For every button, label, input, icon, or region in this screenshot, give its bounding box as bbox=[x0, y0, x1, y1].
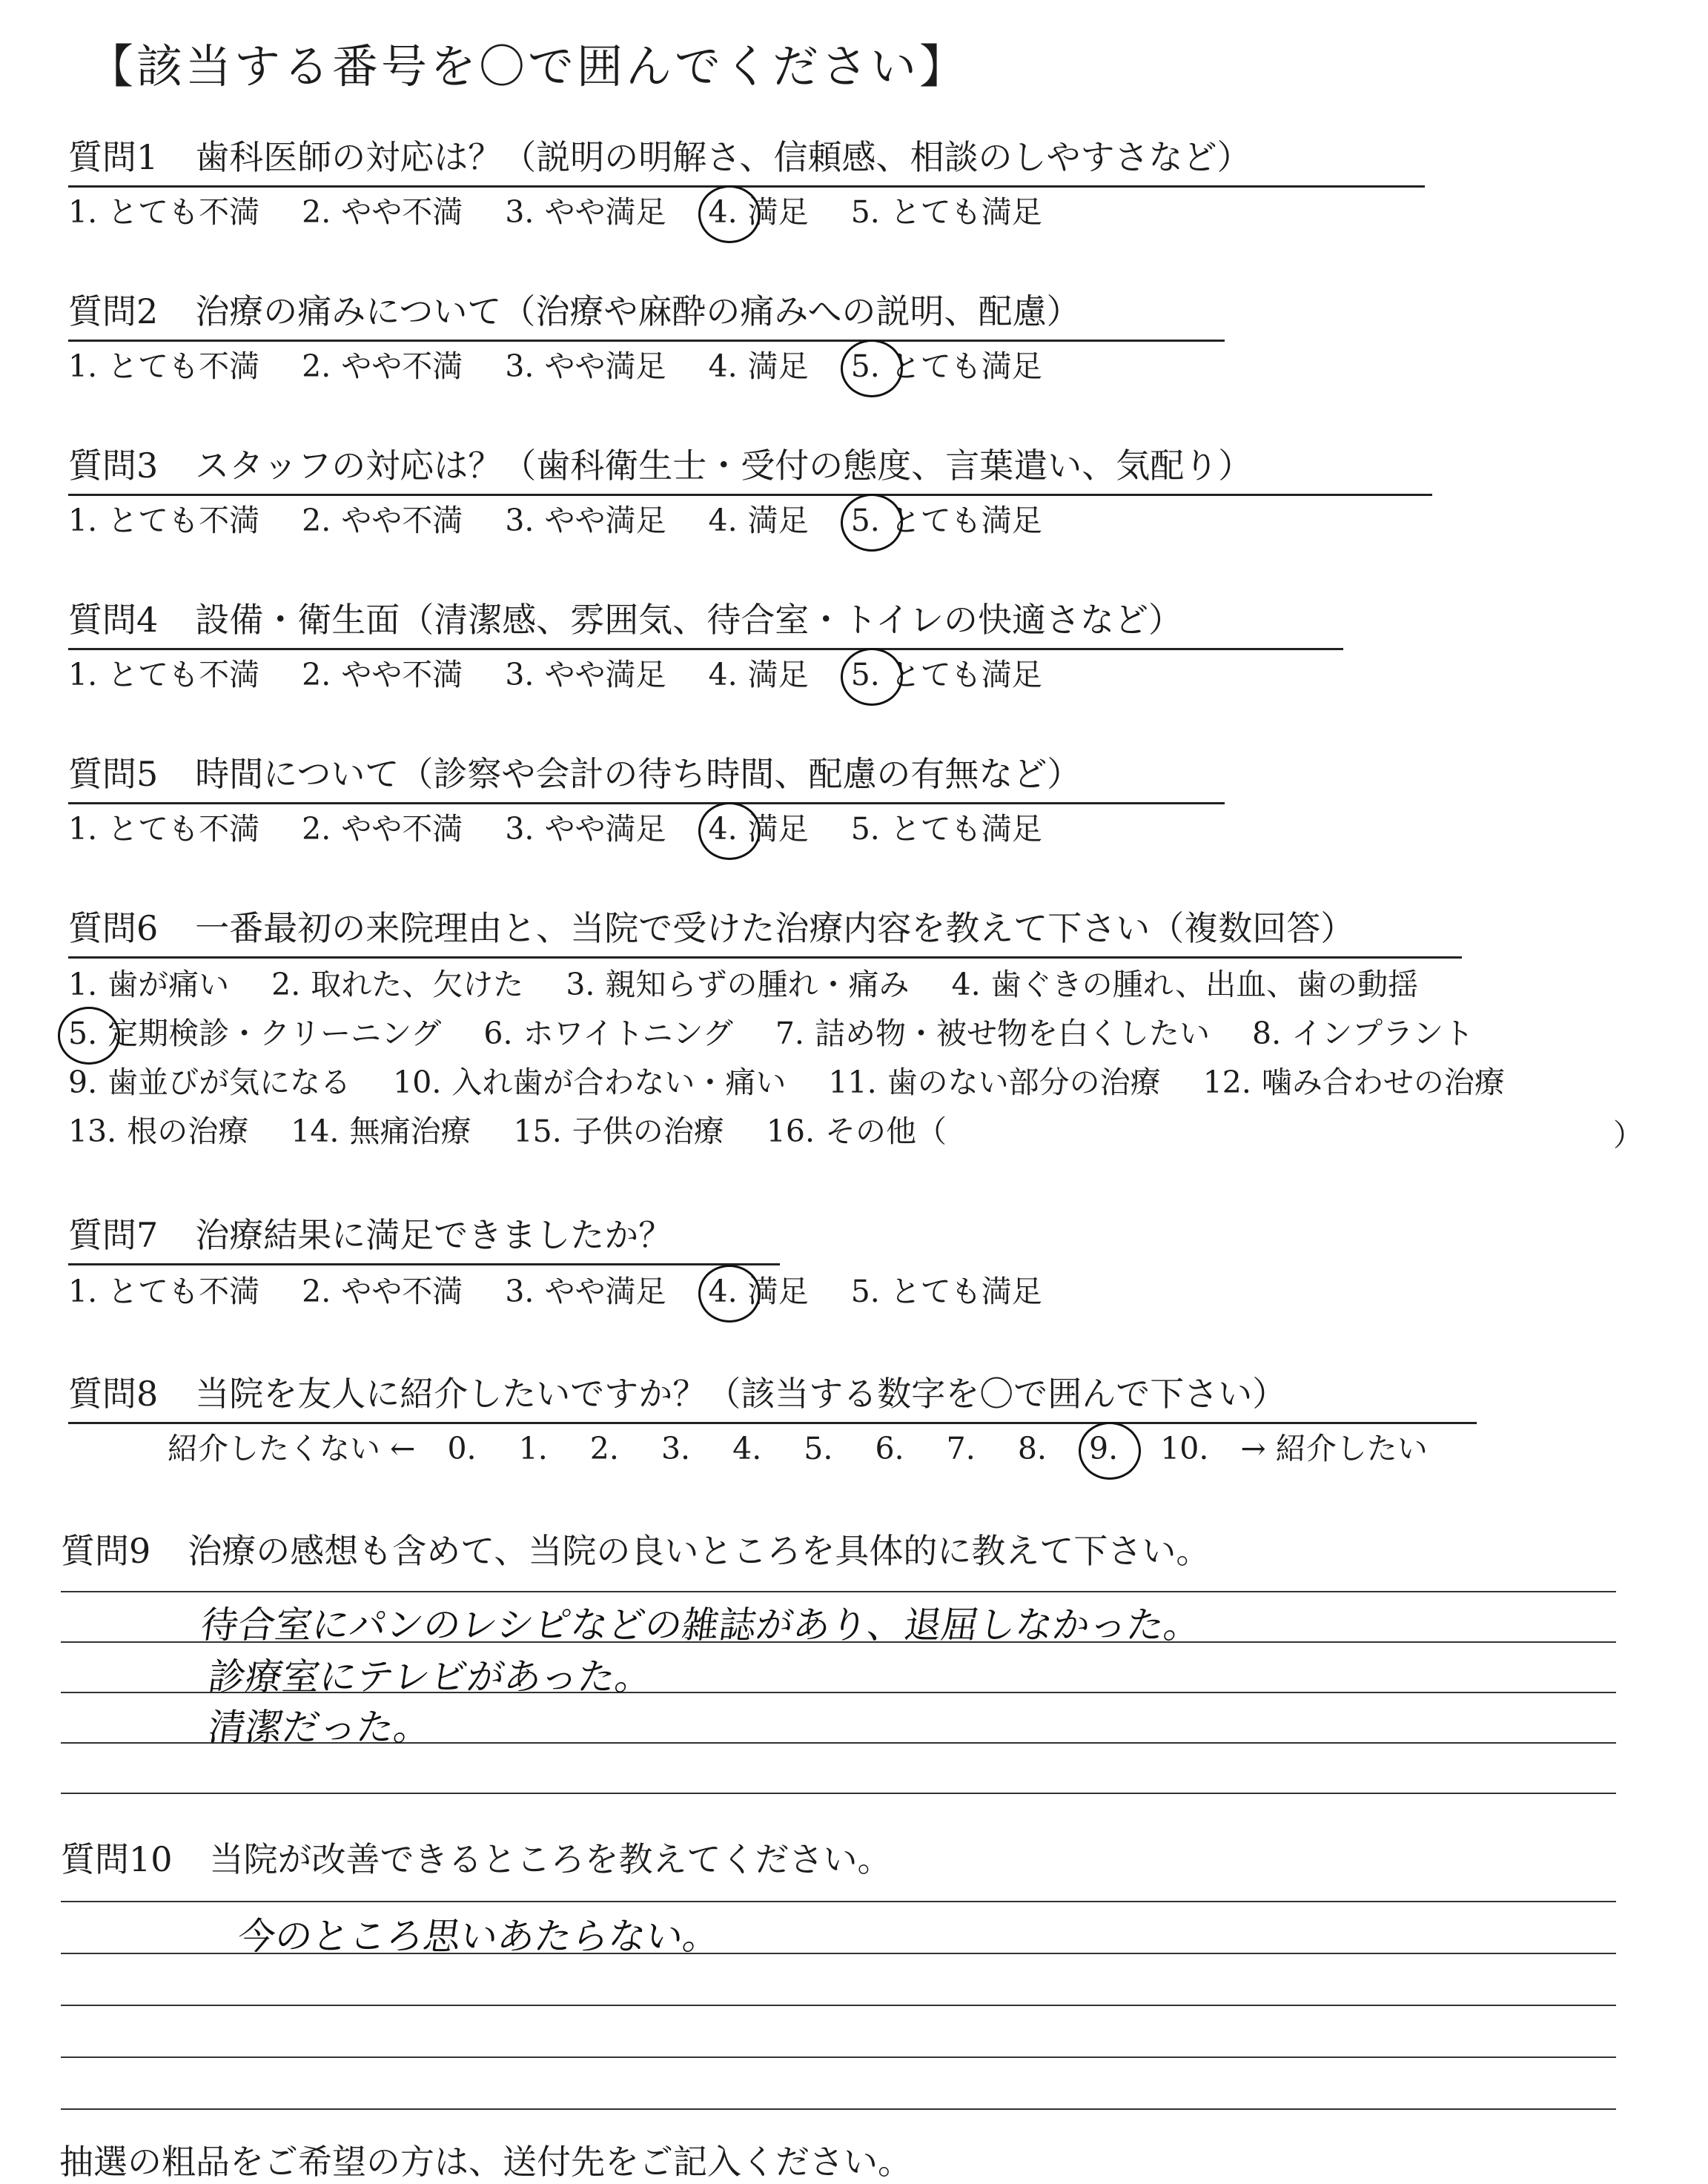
q6-option-1[interactable]: 1. 歯が痛い bbox=[68, 967, 230, 1002]
scale-0[interactable]: 0. bbox=[447, 1431, 477, 1466]
q6-option-9[interactable]: 9. 歯並びが気になる bbox=[68, 1065, 351, 1100]
q4-option-4[interactable]: 4. 満足 bbox=[708, 657, 809, 692]
question-3-label: 質問3 bbox=[68, 446, 159, 486]
scale-2[interactable]: 2. bbox=[589, 1431, 619, 1466]
question-3-options bbox=[68, 500, 1075, 541]
question-9-label: 質問9 bbox=[61, 1531, 151, 1571]
q7-option-4-selected[interactable]: 4. 満足 bbox=[709, 1271, 809, 1312]
handwritten-answer-line-1: 今のところ思いあたらない。 bbox=[235, 1915, 724, 1958]
question-8-scale bbox=[168, 1428, 1460, 1469]
q1-option-5[interactable]: 5. とても満足 bbox=[850, 194, 1042, 230]
answer-line bbox=[61, 2005, 1616, 2006]
footer-note: 抽選の粗品をご希望の方は、送付先をご記入ください。 bbox=[59, 2142, 912, 2182]
q3-option-5-selected[interactable]: 5. とても満足 bbox=[851, 500, 1042, 541]
question-6-row-2 bbox=[68, 1013, 1506, 1054]
scale-10[interactable]: 10. bbox=[1160, 1431, 1209, 1466]
q1-option-2[interactable]: 2. やや不満 bbox=[302, 194, 463, 230]
q4-option-2[interactable]: 2. やや不満 bbox=[302, 657, 463, 692]
scale-1[interactable]: 1. bbox=[518, 1431, 548, 1466]
answer-line bbox=[61, 2056, 1616, 2058]
question-6-row-3 bbox=[68, 1062, 1537, 1103]
handwritten-answer-line-1: 待合室にパンのレシピなどの雑誌があり、退屈しなかった。 bbox=[198, 1604, 1205, 1647]
question-8-text: 当院を友人に紹介したいですか？（該当する数字を〇で囲んで下さい） bbox=[195, 1374, 1287, 1414]
question-8-heading bbox=[68, 1370, 1477, 1424]
q6-option-12[interactable]: 12. 噛み合わせの治療 bbox=[1202, 1065, 1505, 1100]
q3-option-4[interactable]: 4. 満足 bbox=[708, 503, 809, 538]
q6-option-2[interactable]: 2. 取れた、欠けた bbox=[271, 967, 524, 1002]
question-5-text: 時間について（診察や会計の待ち時間、配慮の有無など） bbox=[195, 754, 1082, 794]
scale-7[interactable]: 7. bbox=[946, 1431, 976, 1466]
page-title: 【該当する番号を〇で囲んでください】 bbox=[87, 39, 969, 93]
q6-option-14[interactable]: 14. 無痛治療 bbox=[291, 1113, 471, 1149]
question-9-heading bbox=[61, 1527, 1210, 1579]
answer-line bbox=[61, 1793, 1616, 1794]
question-7-text: 治療結果に満足できましたか？ bbox=[195, 1215, 673, 1255]
handwritten-answer-line-2: 診療室にテレビがあった。 bbox=[205, 1655, 656, 1698]
question-10-label: 質問10 bbox=[61, 1839, 173, 1879]
q5-option-2[interactable]: 2. やや不満 bbox=[302, 811, 463, 847]
q7-option-1[interactable]: 1. とても不満 bbox=[68, 1274, 260, 1309]
scale-3[interactable]: 3. bbox=[661, 1431, 691, 1466]
q7-option-5[interactable]: 5. とても満足 bbox=[850, 1274, 1042, 1309]
question-5-label: 質問5 bbox=[68, 754, 159, 794]
q4-option-3[interactable]: 3. やや満足 bbox=[505, 657, 666, 692]
scale-5[interactable]: 5. bbox=[804, 1431, 833, 1466]
q1-option-3[interactable]: 3. やや満足 bbox=[505, 194, 666, 230]
question-3-text: スタッフの対応は？（歯科衛生士・受付の態度、言葉遣い、気配り） bbox=[195, 446, 1253, 486]
scale-4[interactable]: 4. bbox=[732, 1431, 762, 1466]
q6-option-3[interactable]: 3. 親知らずの腫れ・痛み bbox=[566, 967, 910, 1002]
q6-option-4[interactable]: 4. 歯ぐきの腫れ、出血、歯の動揺 bbox=[951, 967, 1419, 1002]
scale-6[interactable]: 6. bbox=[875, 1431, 904, 1466]
scale-right-label: → 紹介したい bbox=[1240, 1431, 1428, 1466]
q2-option-1[interactable]: 1. とても不満 bbox=[68, 348, 260, 384]
scale-9-selected[interactable]: 9. bbox=[1089, 1428, 1118, 1469]
question-2-options bbox=[68, 345, 1075, 387]
q2-option-3[interactable]: 3. やや満足 bbox=[505, 348, 666, 384]
q1-option-4-selected[interactable]: 4. 満足 bbox=[709, 191, 809, 233]
q6-option-8[interactable]: 8. インプラント bbox=[1252, 1016, 1474, 1051]
q6-option-11[interactable]: 11. 歯のない部分の治療 bbox=[828, 1065, 1161, 1100]
question-2-text: 治療の痛みについて（治療や麻酔の痛みへの説明、配慮） bbox=[195, 291, 1081, 331]
other-close-paren: ） bbox=[1613, 1117, 1644, 1153]
answer-line bbox=[61, 2108, 1616, 2110]
answer-line bbox=[61, 1591, 1616, 1592]
question-10-text: 当院が改善できるところを教えてください。 bbox=[209, 1839, 892, 1879]
question-5-heading bbox=[68, 750, 1225, 804]
q7-option-2[interactable]: 2. やや不満 bbox=[302, 1274, 463, 1309]
q7-option-3[interactable]: 3. やや満足 bbox=[505, 1274, 666, 1309]
question-6-heading bbox=[68, 904, 1462, 959]
q2-option-4[interactable]: 4. 満足 bbox=[708, 348, 809, 384]
q6-option-7[interactable]: 7. 詰め物・被せ物を白くしたい bbox=[775, 1016, 1210, 1051]
q6-option-10[interactable]: 10. 入れ歯が合わない・痛い bbox=[393, 1065, 787, 1100]
q6-option-15[interactable]: 15. 子供の治療 bbox=[513, 1113, 724, 1149]
question-4-heading bbox=[68, 596, 1343, 650]
q5-option-5[interactable]: 5. とても満足 bbox=[850, 811, 1042, 847]
question-6-row-4 bbox=[68, 1111, 979, 1152]
q1-option-1[interactable]: 1. とても不満 bbox=[68, 194, 260, 230]
question-8-label: 質問8 bbox=[68, 1374, 159, 1414]
answer-line bbox=[61, 1901, 1616, 1902]
question-4-label: 質問4 bbox=[68, 600, 159, 640]
question-2-heading bbox=[68, 288, 1225, 342]
q3-option-2[interactable]: 2. やや不満 bbox=[302, 503, 463, 538]
question-5-options bbox=[68, 808, 1075, 850]
question-7-label: 質問7 bbox=[68, 1215, 159, 1255]
question-2-label: 質問2 bbox=[68, 291, 159, 331]
scale-8[interactable]: 8. bbox=[1017, 1431, 1047, 1466]
question-6-label: 質問6 bbox=[68, 908, 159, 948]
q6-option-5-selected[interactable]: 5. 定期検診・クリーニング bbox=[68, 1013, 441, 1054]
question-1-label: 質問1 bbox=[68, 137, 159, 177]
question-1-text: 歯科医師の対応は？（説明の明解さ、信頼感、相談のしやすさなど） bbox=[195, 137, 1251, 177]
q2-option-2[interactable]: 2. やや不満 bbox=[302, 348, 463, 384]
q5-option-1[interactable]: 1. とても不満 bbox=[68, 811, 260, 847]
scale-left-label: 紹介したくない ← bbox=[168, 1431, 416, 1466]
question-4-options bbox=[68, 654, 1075, 695]
q5-option-4-selected[interactable]: 4. 満足 bbox=[709, 808, 809, 850]
q6-option-6[interactable]: 6. ホワイトニング bbox=[483, 1016, 733, 1051]
question-6-row-1 bbox=[68, 964, 1451, 1005]
q4-option-1[interactable]: 1. とても不満 bbox=[68, 657, 260, 692]
q2-option-5-selected[interactable]: 5. とても満足 bbox=[851, 345, 1042, 387]
question-10-heading bbox=[61, 1836, 892, 1887]
q6-option-13[interactable]: 13. 根の治療 bbox=[68, 1113, 249, 1149]
question-1-options bbox=[68, 191, 1075, 233]
question-4-text: 設備・衛生面（清潔感、雰囲気、待合室・トイレの快適さなど） bbox=[195, 600, 1182, 640]
q6-option-16[interactable]: 16. その他（ bbox=[766, 1113, 947, 1149]
question-1-heading bbox=[68, 133, 1425, 188]
question-7-options bbox=[68, 1271, 1075, 1312]
question-6-text: 一番最初の来院理由と、当院で受けた治療内容を教えて下さい（複数回答） bbox=[195, 908, 1355, 948]
handwritten-answer-line-3: 清潔だった。 bbox=[205, 1706, 434, 1749]
question-7-heading bbox=[68, 1211, 780, 1265]
q5-option-3[interactable]: 3. やや満足 bbox=[505, 811, 666, 847]
q3-option-1[interactable]: 1. とても不満 bbox=[68, 503, 260, 538]
question-3-heading bbox=[68, 442, 1432, 496]
q3-option-3[interactable]: 3. やや満足 bbox=[505, 503, 666, 538]
q4-option-5-selected[interactable]: 5. とても満足 bbox=[851, 654, 1042, 695]
question-9-text: 治療の感想も含めて、当院の良いところを具体的に教えて下さい。 bbox=[188, 1531, 1211, 1571]
